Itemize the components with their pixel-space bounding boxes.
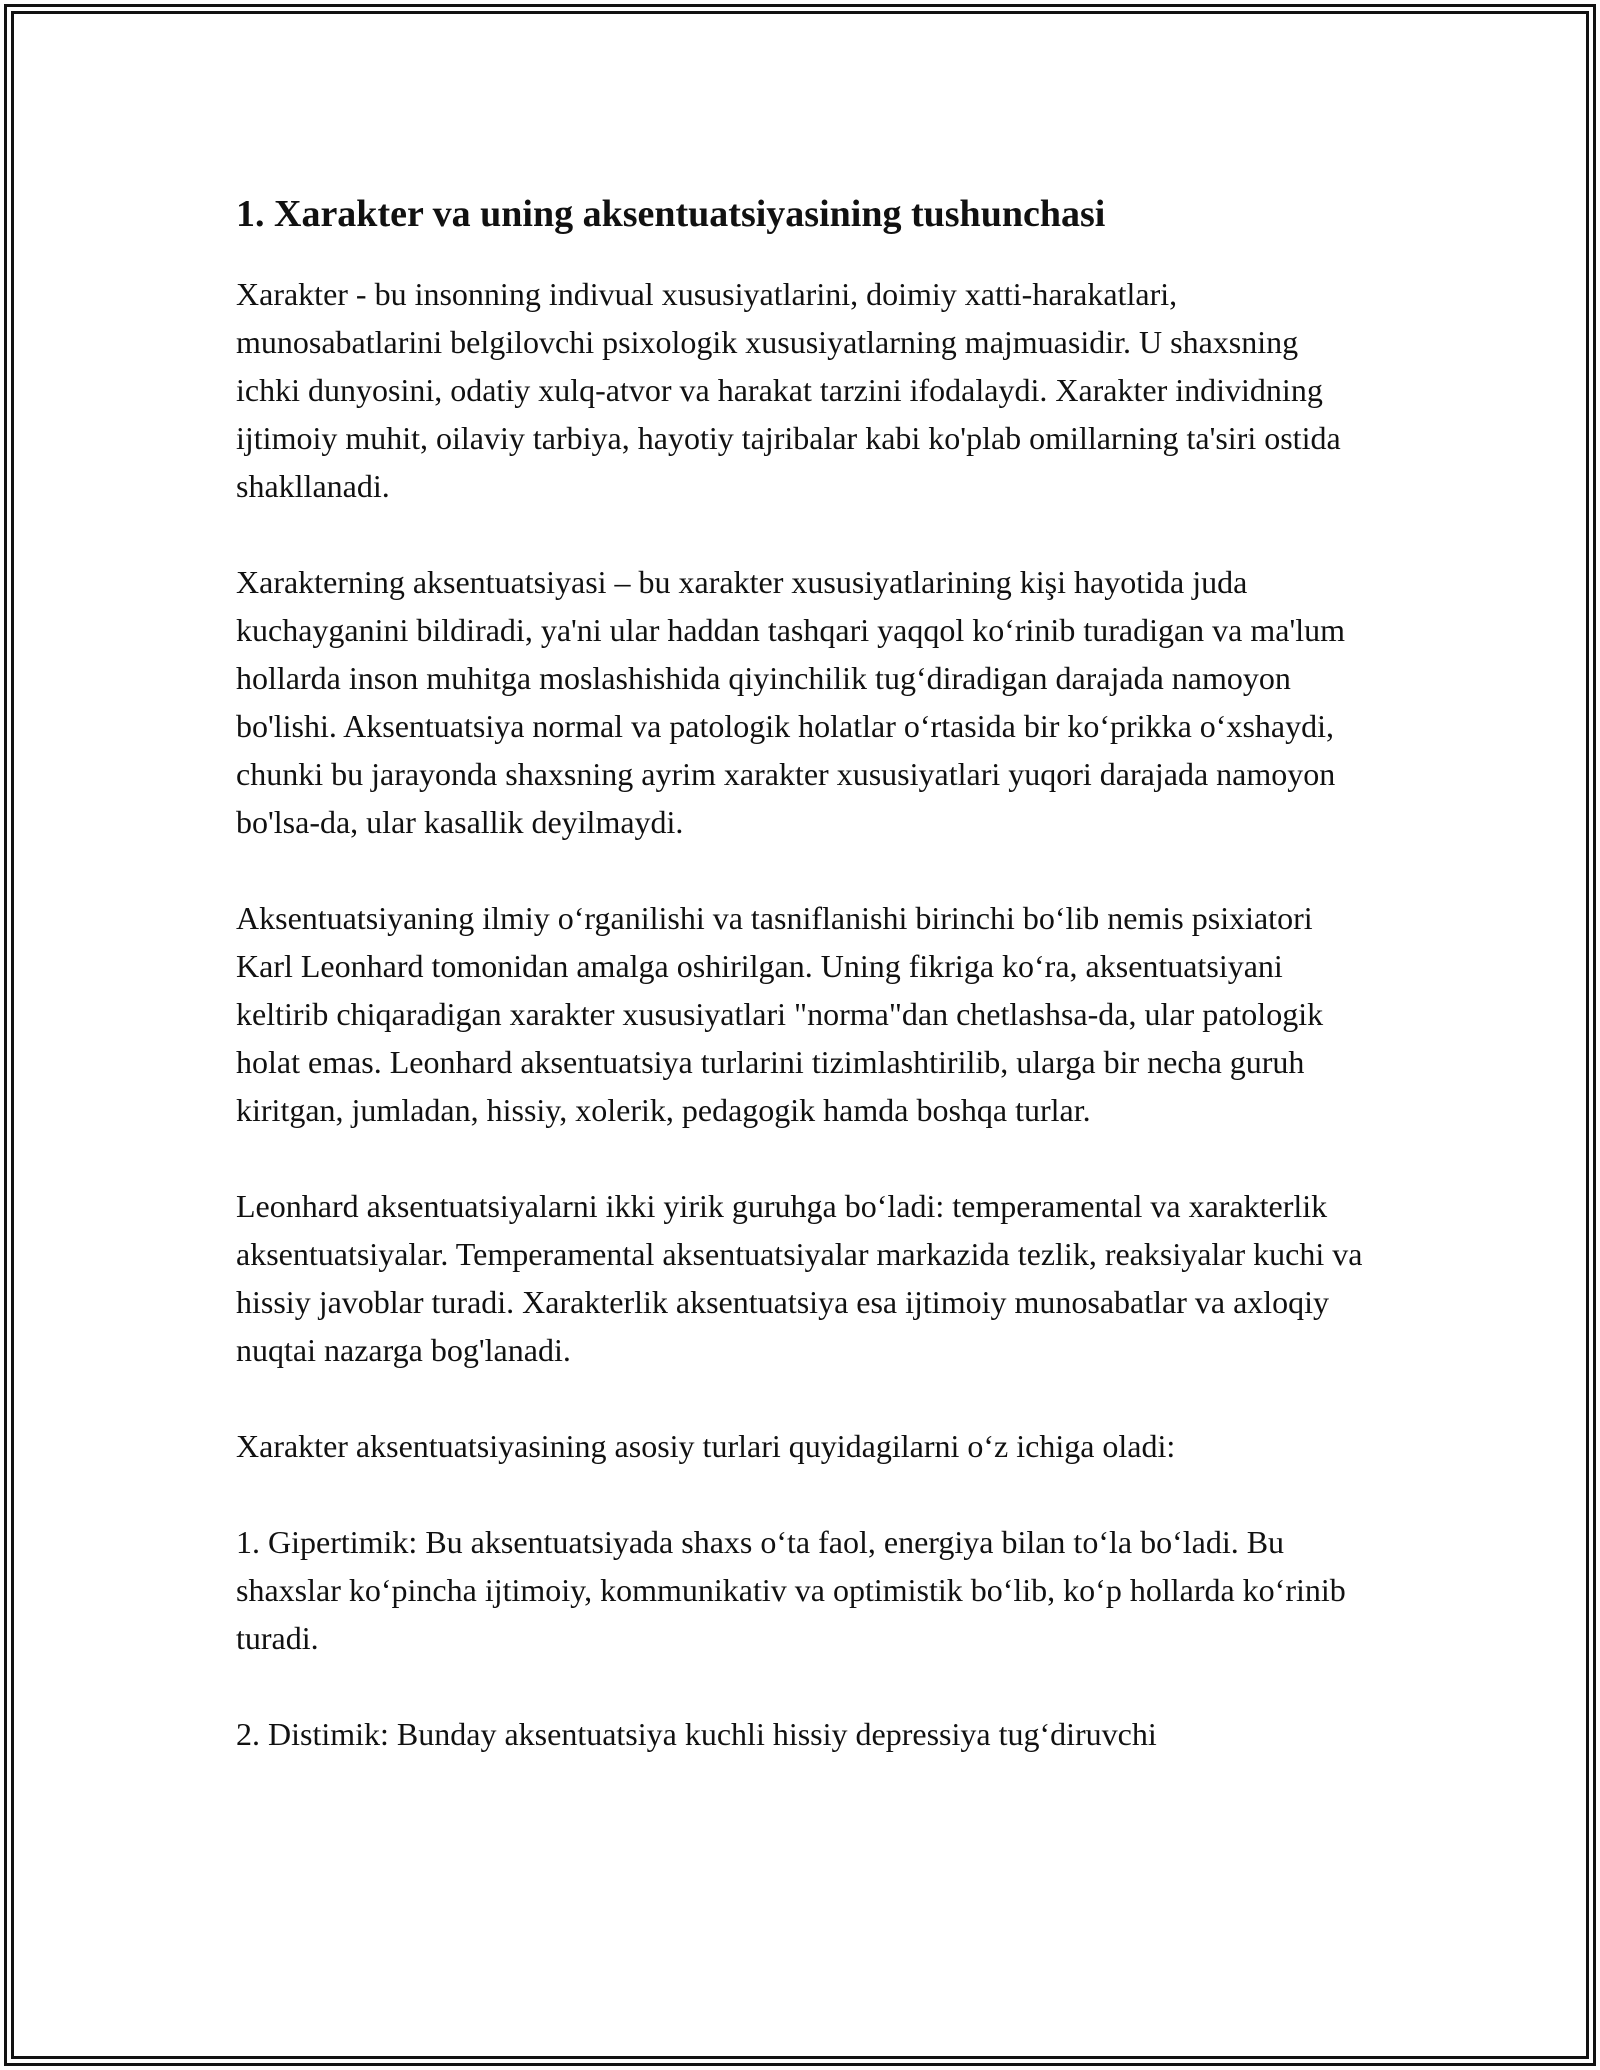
list-item-distimik: 2. Distimik: Bunday aksentuatsiya kuchli hissiy depressiya tugʻdiruvchi [236, 1716, 1157, 1752]
paragraph-leonhard-groups: Leonhard aksentuatsiyalarni ikki yirik guruhga boʻladi: temperamental va xarakterlik aksentuatsiyalar. Temperamental aksentuatsiyalar markazida tezlik, reaksiyalar kuchi va hissiy javoblar turadi. Xarakterlik aksentuatsiya esa ijtimoiy munosabatlar va axloqiy nuqtai nazarga bog'lanadi. [236, 1188, 1363, 1368]
paragraph-accentuation-definition: Xarakterning aksentuatsiyasi – bu xarakter xususiyatlarining kişi hayotida juda kuchayganini bildiradi, ya'ni ular haddan tashqari yaqqol koʻrinib turadigan va ma'lum hollarda inson muhitga moslashishida qiyinchilik tugʻdiradigan darajada namoyon bo'lishi. Aksentuatsiya normal va patologik holatlar oʻrtasida bir koʻprikka oʻxshaydi, chunki bu jarayonda shaxsning ayrim xarakter xususiyatlari yuqori darajada namoyon bo'lsa-da, ular kasallik deyilmaydi. [236, 564, 1345, 840]
document-body [236, 186, 1366, 1758]
paragraph-character-definition: Xarakter - bu insonning indivual xususiyatlarini, doimiy xatti-harakatlari, munosabatlarini belgilovchi psixologik xususiyatlarning majmuasidir. U shaxsning ichki dunyosini, odatiy xulq-atvor va harakat tarzini ifodalaydi. Xarakter individning ijtimoiy muhit, oilaviy tarbiya, hayotiy tajribalar kabi ko'plab omillarning ta'siri ostida shakllanadi. [236, 276, 1341, 504]
section-heading: 1. Xarakter va uning aksentuatsiyasining tushunchasi [236, 193, 1106, 235]
paragraph-leonhard-study: Aksentuatsiyaning ilmiy oʻrganilishi va tasniflanishi birinchi boʻlib nemis psixiatori Karl Leonhard tomonidan amalga oshirilgan. Uning fikriga koʻra, aksentuatsiyani keltirib chiqaradigan xarakter xususiyatlari "norma"dan chetlashsa-da, ular patologik holat emas. Leonhard aksentuatsiya turlarini tizimlashtirilib, ularga bir necha guruh kiritgan, jumladan, hissiy, xolerik, pedagogik hamda boshqa turlar. [236, 900, 1324, 1128]
paragraph-types-intro: Xarakter aksentuatsiyasining asosiy turlari quyidagilarni oʻz ichiga oladi: [236, 1428, 1176, 1464]
list-item-gipertimik: 1. Gipertimik: Bu aksentuatsiyada shaxs oʻta faol, energiya bilan toʻla boʻladi. Bu shaxslar koʻpincha ijtimoiy, kommunikativ va optimistik boʻlib, koʻp hollarda koʻrinib turadi. [236, 1524, 1346, 1656]
